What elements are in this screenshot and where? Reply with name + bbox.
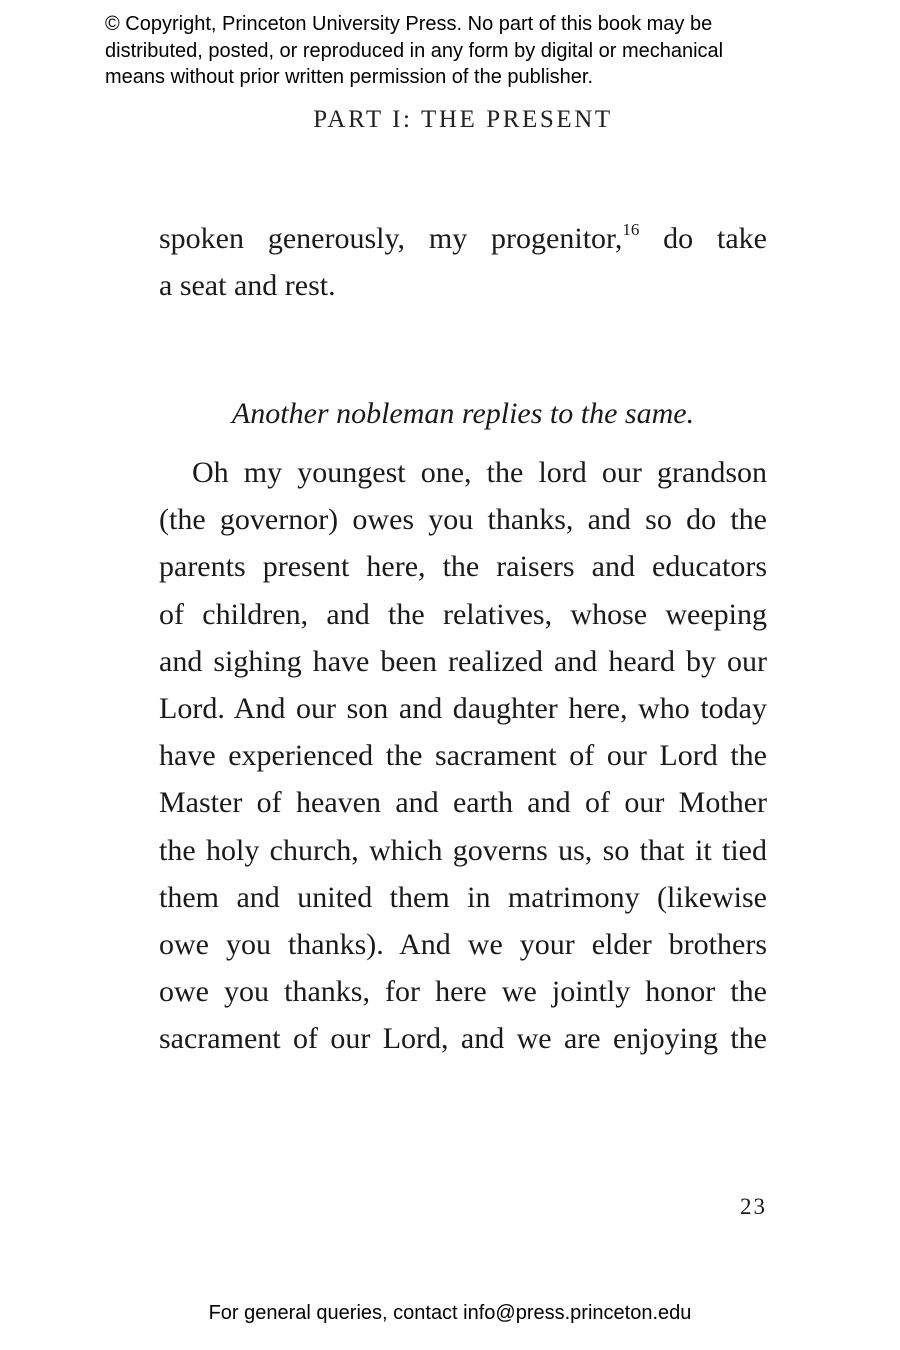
text-fragment: do take [639,222,767,255]
text-line: parents present here, the raisers and educators [159,550,767,584]
text-line: Master of heaven and earth and of our Mother [159,786,767,820]
footnote-marker: 16 [622,220,640,239]
main-paragraph [159,449,767,1062]
text-line: owe you thanks). And we your elder brothers [159,927,767,961]
text-line: owe you thanks, for here we jointly honor the [159,975,767,1009]
text-line: Oh my youngest one, the lord our grandson [192,456,767,489]
text-line: sacrament of our Lord, and we are enjoying the [159,1022,767,1056]
page-number: 23 [740,1194,767,1219]
text-line [159,215,767,262]
text-line: of children, and the relatives, whose weeping [159,597,767,631]
running-head: PART I: THE PRESENT [313,106,613,133]
text-line: the holy church, which governs us, so that it tied [159,833,767,867]
copyright-line: distributed, posted, or reproduced in any form by digital or mechanical [105,39,724,62]
copyright-line: means without prior written permission of the publisher. [105,66,594,88]
text-line: (the governor) owes you thanks, and so do the [159,503,767,537]
section-heading: Another nobleman replies to the same. [231,397,695,430]
text-line: and sighing have been realized and heard by our [159,644,767,678]
text-line: a seat and rest. [159,269,336,303]
text-line: Lord. And our son and daughter here, who today [159,691,767,725]
text-line: them and united them in matrimony (likewise [159,880,767,914]
opening-paragraph [159,215,767,309]
text-fragment: spoken generously, my progenitor, [159,222,623,255]
copyright-line: © Copyright, Princeton University Press. No part of this book may be [105,13,713,35]
footer-contact: For general queries, contact info@press.princeton.edu [208,1302,692,1324]
text-line: have experienced the sacrament of our Lord the [159,739,767,773]
copyright-notice [105,11,805,91]
